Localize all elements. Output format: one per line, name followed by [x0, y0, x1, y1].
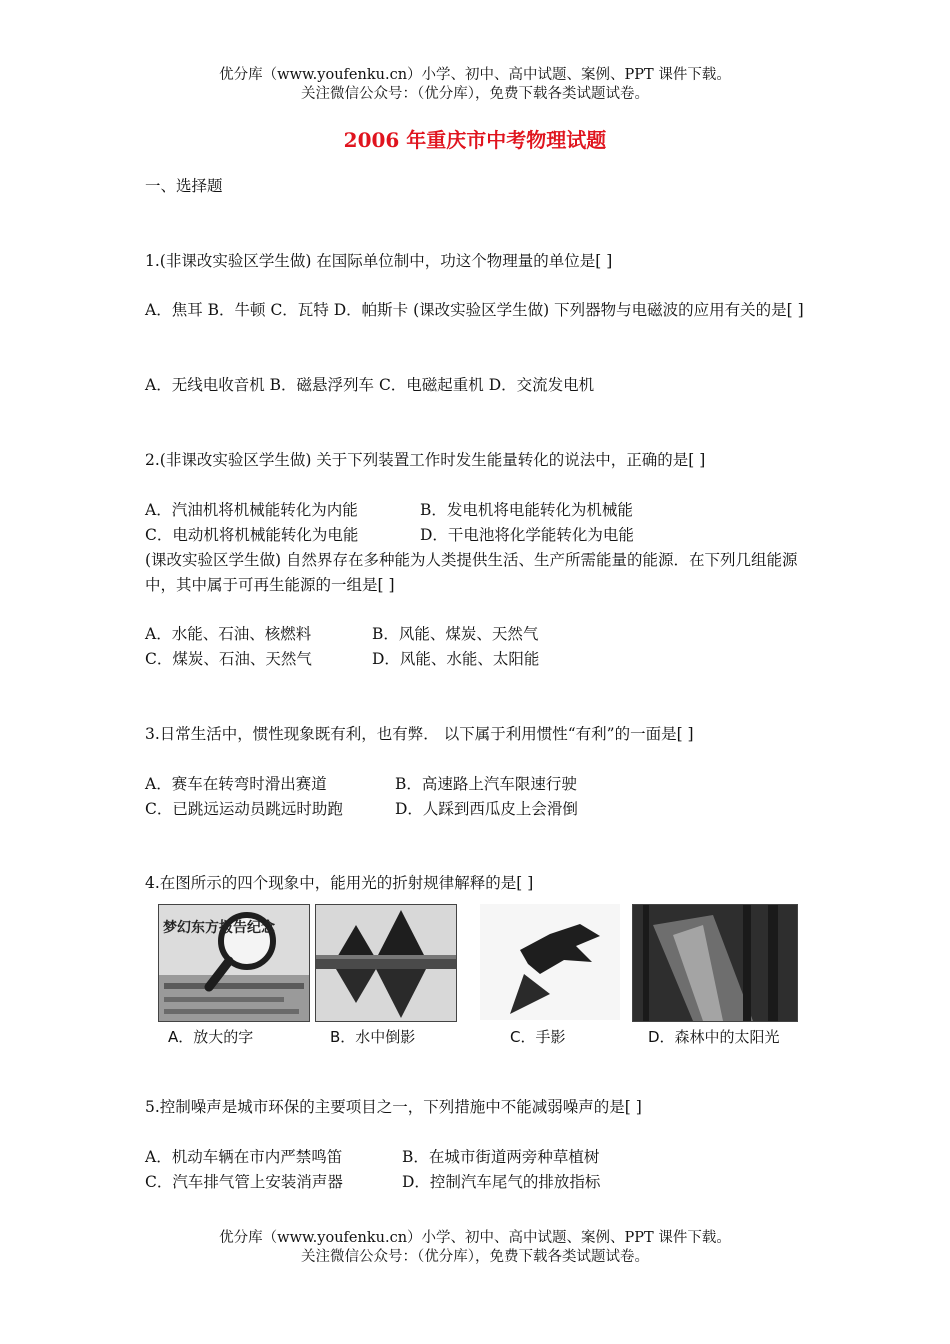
- q2-option-b2: B．风能、煤炭、天然气: [372, 625, 539, 643]
- q2-stem: 2.(非课改实验区学生做) 关于下列装置工作时发生能量转化的说法中，正确的是[ ]: [145, 451, 706, 469]
- q5-option-d: D．控制汽车尾气的排放指标: [402, 1173, 601, 1191]
- q2-stem-2: (课改实验区学生做) 自然界存在多种能为人类提供生活、生产所需能量的能源．在下列几组能源中，其中属于可再生能源的一组是[ ]: [145, 551, 798, 594]
- q3-option-b: B．高速路上汽车限速行驶: [395, 775, 577, 793]
- page-title: 2006 年重庆市中考物理试题: [343, 128, 607, 152]
- q3-stem: 3.日常生活中，惯性现象既有利，也有弊． 以下属于利用惯性“有利”的一面是[ ]: [145, 725, 694, 743]
- figure-panel-d: [632, 904, 798, 1022]
- q3-option-d: D．人踩到西瓜皮上会滑倒: [395, 800, 578, 818]
- q1-options-2: A．无线电收音机 B．磁悬浮列车 C．电磁起重机 D．交流发电机: [145, 376, 595, 394]
- figure-panel-b: [315, 904, 457, 1022]
- footer-line-1: 优分库（www.youfenku.cn）小学、初中、高中试题、案例、PPT 课件下载。: [219, 1230, 731, 1246]
- q3-option-a: A．赛车在转弯时滑出赛道: [145, 775, 327, 793]
- q2-option-a2: A．水能、石油、核燃料: [145, 625, 312, 643]
- q2-option-d2: D．风能、水能、太阳能: [372, 650, 540, 668]
- header-line-1: 优分库（www.youfenku.cn）小学、初中、高中试题、案例、PPT 课件下载。: [219, 67, 731, 83]
- figure-a-text: 梦幻东方报告纪念: [163, 920, 275, 936]
- q5-option-c: C．汽车排气管上安装消声器: [145, 1173, 343, 1191]
- figure-caption-c: C．手影: [510, 1028, 566, 1046]
- forest-sunlight-image: [633, 905, 797, 1021]
- hand-shadow-image: [480, 904, 620, 1020]
- reflection-image: [316, 905, 456, 1021]
- footer-line-2: 关注微信公众号：（优分库），免费下载各类试题试卷。: [301, 1249, 649, 1265]
- figure-caption-b: B．水中倒影: [330, 1028, 416, 1046]
- q4-stem: 4.在图所示的四个现象中，能用光的折射规律解释的是[ ]: [145, 874, 534, 892]
- q2-option-d: D．干电池将化学能转化为电能: [420, 526, 634, 544]
- q5-stem: 5.控制噪声是城市环保的主要项目之一，下列措施中不能减弱噪声的是[ ]: [145, 1098, 642, 1116]
- figure-panel-c: [480, 904, 620, 1020]
- q3-option-c: C．已跳远运动员跳远时助跑: [145, 800, 343, 818]
- q2-option-c: C．电动机将机械能转化为电能: [145, 526, 359, 544]
- q2-option-a: A．汽油机将机械能转化为内能: [145, 501, 358, 519]
- q5-option-a: A．机动车辆在市内严禁鸣笛: [145, 1148, 343, 1166]
- q2-option-b: B．发电机将电能转化为机械能: [420, 501, 633, 519]
- figure-caption-a: A．放大的字: [168, 1028, 254, 1046]
- q5-option-b: B．在城市街道两旁种草植树: [402, 1148, 600, 1166]
- q1-options: A．焦耳 B．牛顿 C．瓦特 D．帕斯卡 (课改实验区学生做) 下列器物与电磁波的应用有关的是[ ]: [145, 301, 804, 319]
- section-heading: 一、选择题: [145, 177, 223, 195]
- q4-figure: [150, 898, 802, 1054]
- figure-caption-d: D．森林中的太阳光: [648, 1028, 780, 1046]
- q1-stem: 1.(非课改实验区学生做) 在国际单位制中，功这个物理量的单位是[ ]: [145, 252, 613, 270]
- q2-option-c2: C．煤炭、石油、天然气: [145, 650, 312, 668]
- header-line-2: 关注微信公众号：（优分库），免费下载各类试题试卷。: [301, 86, 649, 102]
- figure-panel-a: [158, 904, 310, 1022]
